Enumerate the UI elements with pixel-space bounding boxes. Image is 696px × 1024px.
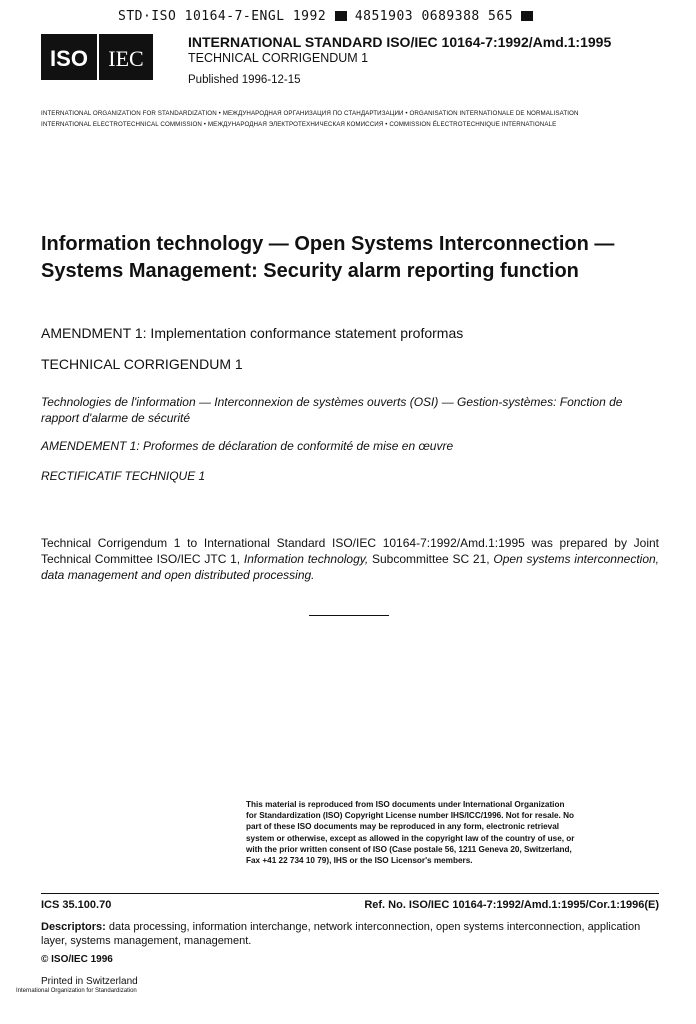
descriptors-text: data processing, information interchange, network interconnection, open systems interconnection, application layer, systems management, management. — [41, 921, 641, 947]
svg-text:IEC: IEC — [108, 46, 144, 71]
footer-organization: International Organization for Standardization — [16, 988, 137, 994]
iso-iec-logo — [41, 34, 153, 80]
french-amendment: AMENDEMENT 1: Proformes de déclaration de conformité de mise en œuvre — [41, 439, 454, 453]
para-italic-committee: Information technology, — [243, 552, 369, 566]
corrigendum-title: TECHNICAL CORRIGENDUM 1 — [41, 356, 243, 372]
redaction-block — [335, 11, 347, 21]
document-code-line — [118, 9, 533, 24]
french-corrigendum: RECTIFICATIF TECHNIQUE 1 — [41, 469, 206, 483]
footer-rule — [41, 893, 659, 894]
copyright-notice: This material is reproduced from ISO documents under International Organization for Standardization (ISO) Copyright License number IHS/ICC/1996. Not for resale. No part of these ISO documents may be reproduced in any form, electronic retrieval system or otherwise, except as allowed in the copyright law of the country of use, or with the prior written consent of ISO (Case postale 56, 1211 Geneva 20, Switzerland, Fax +41 22 734 10 79), IHS or the ISO Licensor's members. — [246, 800, 575, 866]
para-italic-subcommittee: Open systems interconnection, data management and open distributed processing. — [41, 552, 660, 582]
descriptors-label: Descriptors: — [41, 921, 106, 933]
redaction-block — [521, 11, 533, 21]
para-text-mid: Subcommittee SC 21, — [368, 552, 494, 566]
amendment-title: AMENDMENT 1: Implementation conformance statement proformas — [41, 325, 464, 341]
published-date: Published 1996-12-15 — [188, 74, 301, 86]
printed-in: Printed in Switzerland — [41, 976, 138, 987]
french-title: Technologies de l'information — Interconnexion de systèmes ouverts (OSI) — Gestion-systèmes: Fonction de rapport d'alarme de sécurité — [41, 395, 623, 425]
foreword-paragraph — [41, 535, 659, 583]
code-line-end: 4851903 0689388 565 — [354, 9, 514, 24]
descriptors — [41, 920, 661, 948]
standard-subtitle: TECHNICAL CORRIGENDUM 1 — [188, 51, 369, 65]
copyright-line: © ISO/IEC 1996 — [41, 954, 113, 965]
reference-number: Ref. No. ISO/IEC 10164-7:1992/Amd.1:1995/Cor.1:1996(E) — [364, 899, 659, 911]
organizations-line-2: INTERNATIONAL ELECTROTECHNICAL COMMISSION • МЕЖДУНАРОДНАЯ ЭЛЕКТРОТЕХНИЧЕСКАЯ КОМИССИЯ • COMMISSION ÉLECTROTECHNIQUE INTERNATIONALE — [41, 121, 557, 128]
document-title: Information technology — Open Systems Interconnection — Systems Management: Security alarm reporting function — [41, 233, 615, 282]
separator-rule — [309, 615, 389, 616]
code-line-text: STD·ISO 10164-7-ENGL 1992 — [118, 9, 327, 24]
para-text: Technical Corrigendum 1 to International Standard ISO/IEC 10164-7:1992/Amd.1:1995 was prepared by Joint Technical Committee ISO/IEC JTC 1, — [41, 536, 659, 566]
ics-code: ICS 35.100.70 — [41, 899, 112, 911]
standard-title: INTERNATIONAL STANDARD ISO/IEC 10164-7:1992/Amd.1:1995 — [188, 34, 612, 50]
organizations-line-1: INTERNATIONAL ORGANIZATION FOR STANDARDIZATION • МЕЖДУНАРОДНАЯ ОРГАНИЗАЦИЯ ПО СТАНДАРТИЗАЦИИ • ORGANISATION INTERNATIONALE DE NORMALISATION — [41, 110, 579, 117]
svg-text:ISO: ISO — [50, 46, 88, 71]
